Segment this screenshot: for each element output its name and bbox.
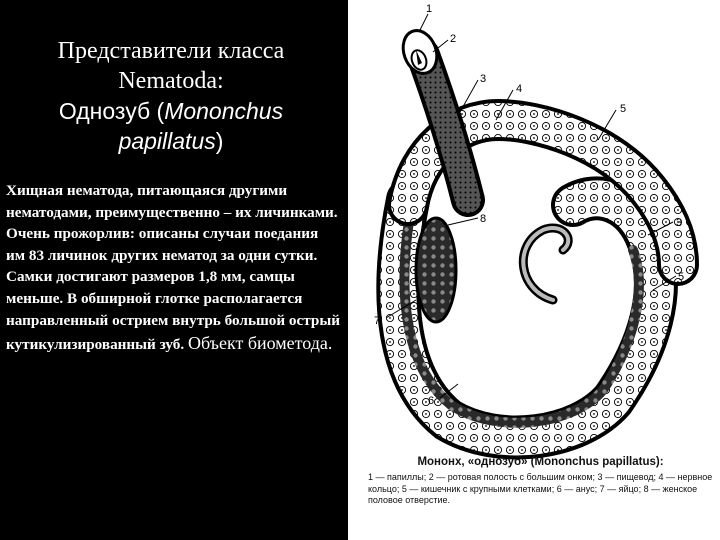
title-suffix: ) bbox=[215, 128, 224, 154]
slide-title bbox=[6, 36, 336, 156]
label-3b: 3 bbox=[676, 217, 683, 229]
description-main: Хищная нематода, питающаяся другими нематодами, преимущественно – их личинками. Очень прожорлив: описаны случаи поедания им 83 личинок других нематод за одни сутки. Самки достигают размеров 1,8 мм, самцы меньше. В обширной глотке располагается направленный острием внутрь большой острый кутикулизированный зуб. bbox=[6, 182, 340, 354]
description-tail: Объект биометода. bbox=[187, 333, 333, 354]
label-8: 8 bbox=[480, 213, 487, 225]
genus-name: Mononchus bbox=[164, 98, 284, 124]
title-prefix: Однозуб ( bbox=[58, 98, 165, 124]
label-7: 7 bbox=[374, 315, 381, 327]
title-line-3 bbox=[6, 96, 336, 126]
description-text bbox=[6, 180, 341, 356]
label-6: 6 bbox=[428, 395, 435, 407]
text-panel bbox=[0, 0, 345, 540]
label-5b: 5 bbox=[678, 271, 685, 283]
title-line-1: Представители класса bbox=[57, 38, 285, 64]
label-2: 2 bbox=[450, 33, 457, 45]
caption-title: Мононх, «однозуб» (Mononchus papillatus): bbox=[417, 456, 664, 468]
label-5: 5 bbox=[620, 103, 627, 115]
label-4: 4 bbox=[516, 83, 523, 95]
label-1: 1 bbox=[426, 3, 433, 15]
title-line-2: Nematoda: bbox=[118, 68, 224, 94]
species-name: papillatus bbox=[118, 128, 216, 154]
figure-caption bbox=[368, 455, 713, 507]
caption-legend: 1 — папиллы; 2 — ротовая полость с большим онком; 3 — пищевод; 4 — нервное кольцо; 5 — кишечник с крупными клетками; 6 — анус; 7 — яйцо; 8 — женское половое отверстие. bbox=[368, 472, 713, 505]
label-3: 3 bbox=[480, 73, 487, 85]
title-line-4 bbox=[6, 126, 336, 156]
nematode-figure bbox=[348, 0, 720, 540]
